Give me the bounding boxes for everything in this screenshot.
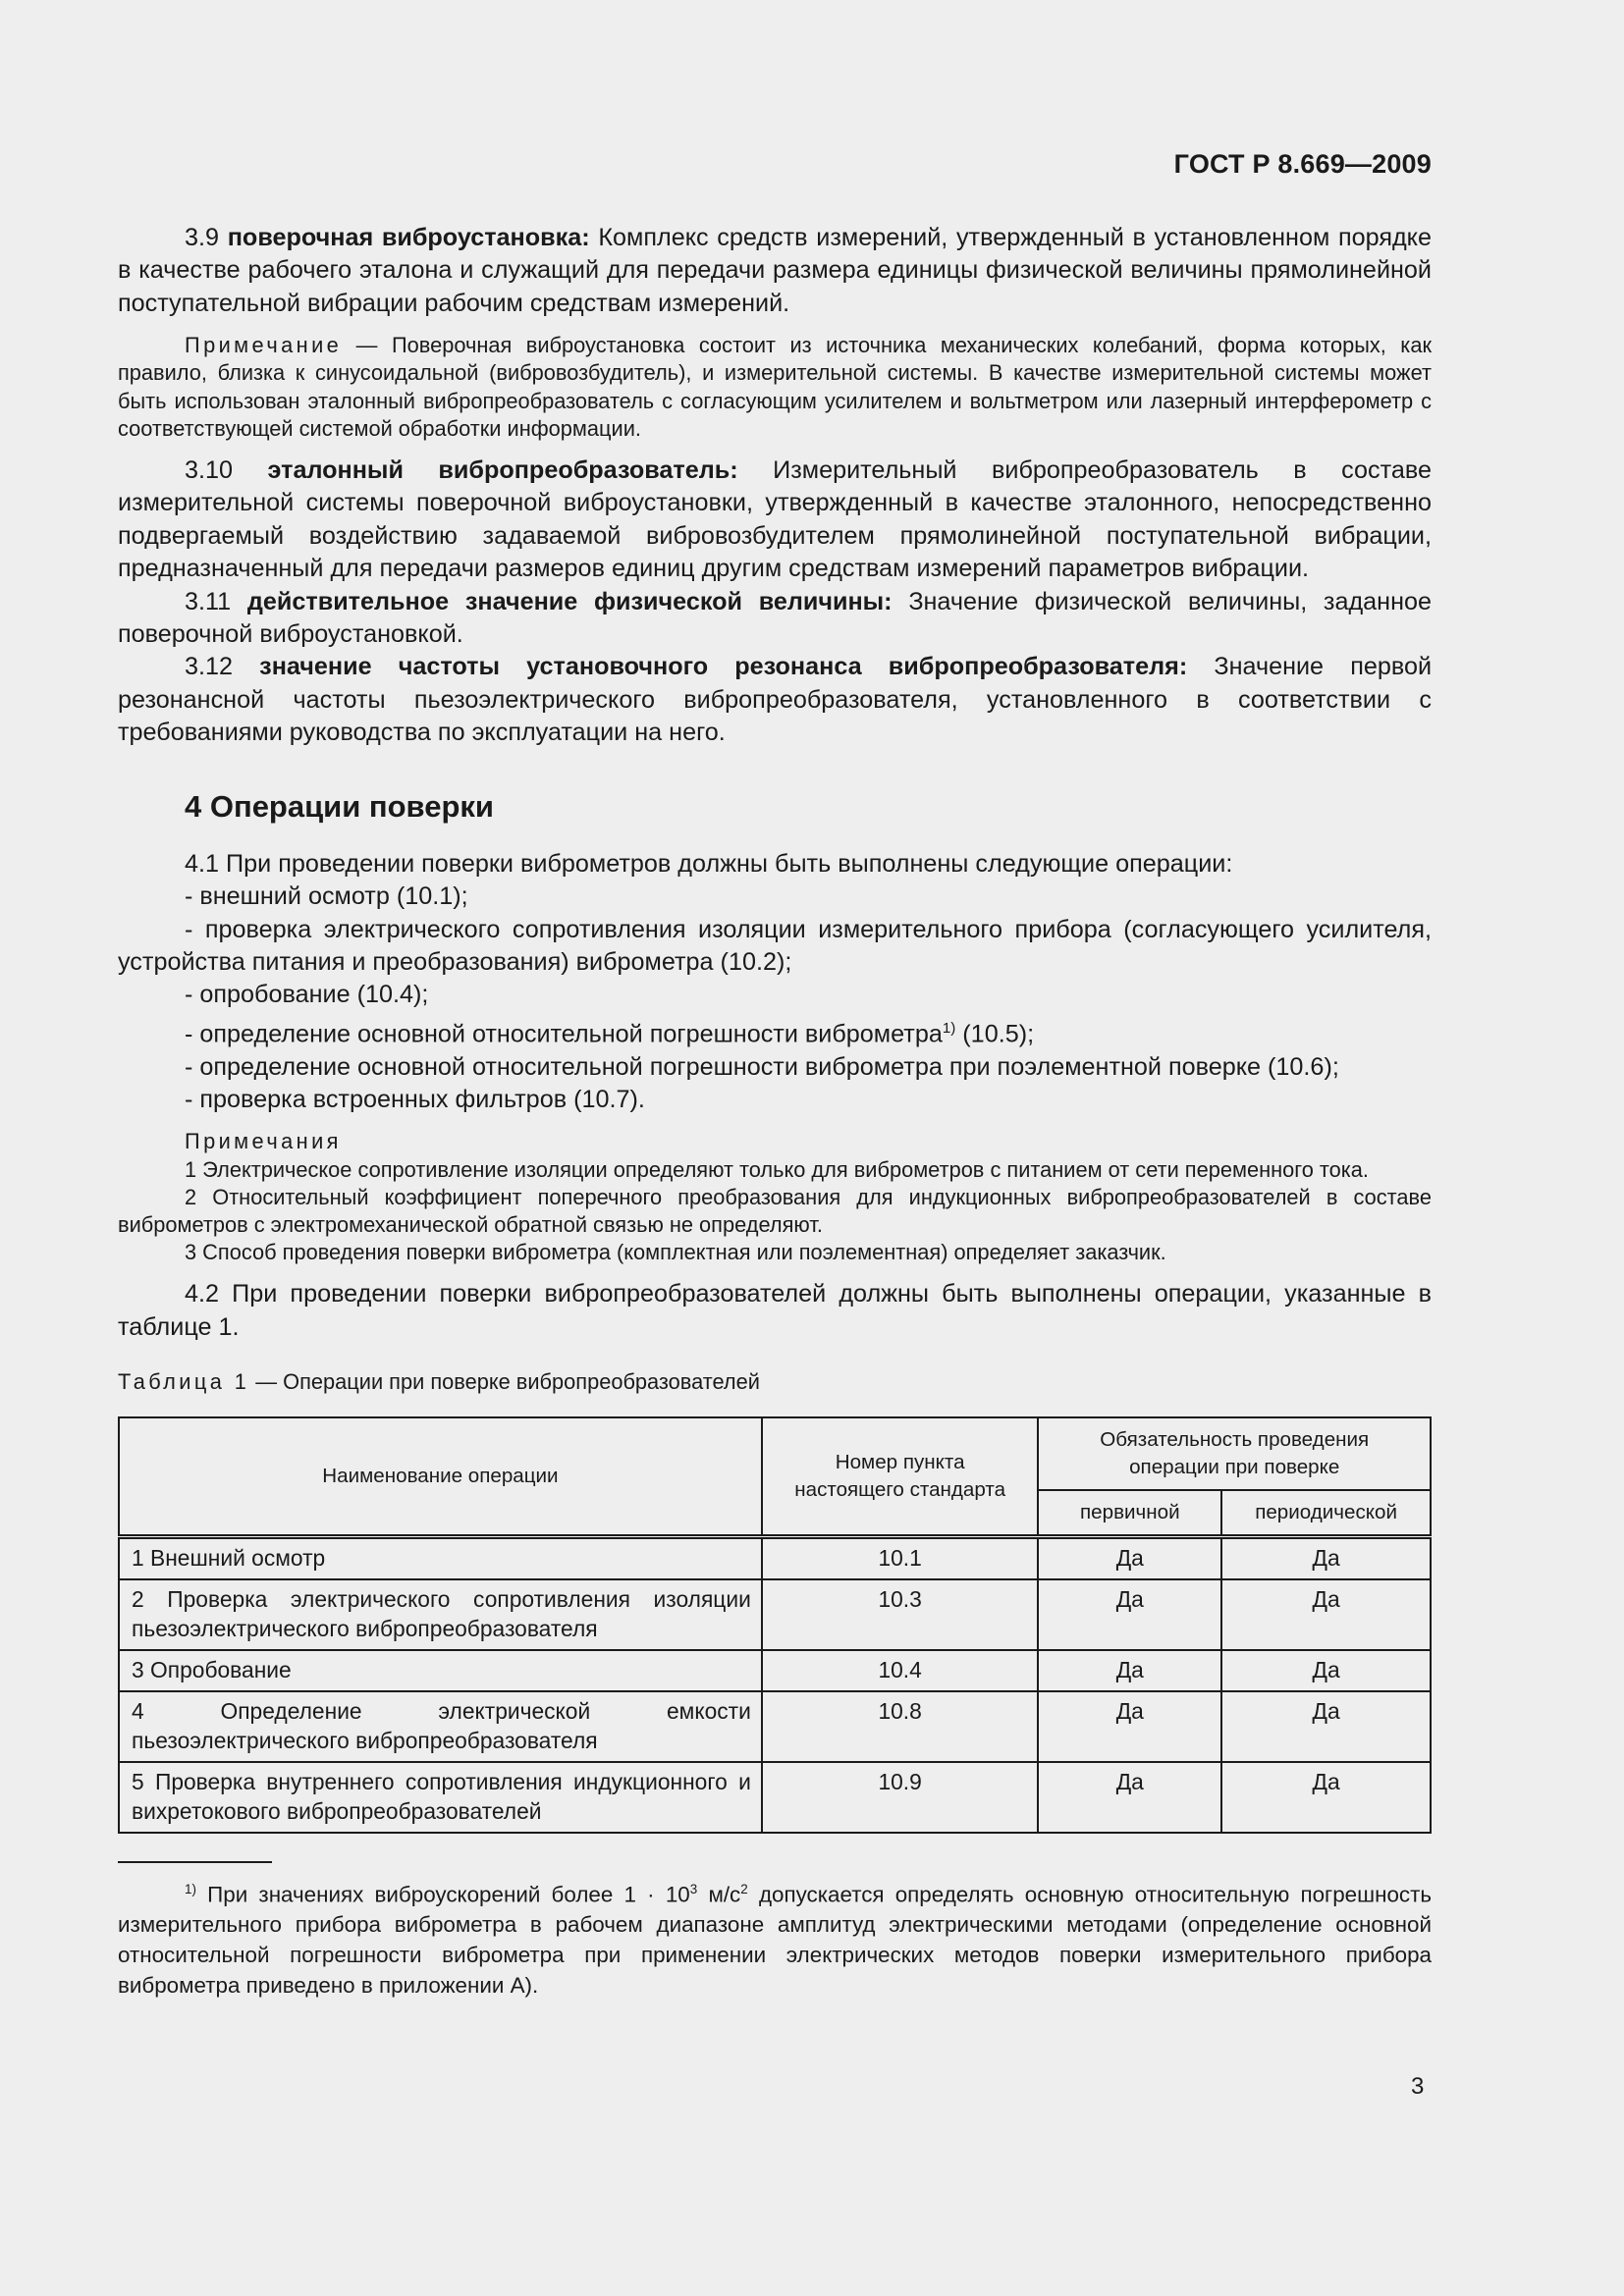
operations-table (118, 1416, 1432, 1834)
note-label: Примечание (185, 333, 343, 358)
note-item: 2 Относительный коэффициент поперечного преобразования для индукционных вибропреобразователей в составе виброметров с электромеханической обратной связью не определяют. (118, 1184, 1432, 1237)
document-id-header: ГОСТ Р 8.669—2009 (1173, 149, 1432, 179)
table-row: 3 Опробование 10.4 Да Да (119, 1650, 1431, 1691)
note-item: 1 Электрическое сопротивление изоляции определяют только для виброметров с питанием от сети переменного тока. (185, 1156, 1369, 1182)
table-row: 4 Определение электрической емкости пьезоэлектрического вибропреобразователя 10.8 Да Да (119, 1691, 1431, 1762)
col-header-num: Номер пункта настоящего стандарта (762, 1417, 1039, 1537)
table-row: 1 Внешний осмотр 10.1 Да Да (119, 1537, 1431, 1580)
term-3-9: 3.9 поверочная виброустановка: Комплекс средств измерений, утвержденный в установленном порядке в качестве рабочего эталона и служащий для передачи размера единицы физической величины прямолинейной поступательной вибрации рабочим средствам измерений. (118, 224, 1432, 317)
note-3-9: Примечание — Поверочная виброустановка состоит из источника механических колебаний, форма которых, как правило, близка к синусоидальной (вибровозбудитель), и измерительной системы. В качестве измерительной системы может быть использован эталонный вибропреобразователь с согласующим усилителем и вольтметром или лазерный интерферометр с соответствующей системой обработки информации. (118, 333, 1432, 441)
footnote-mark: 1) (185, 1882, 196, 1897)
table-caption: Таблица 1 — Операции при поверке вибропреобразователей (118, 1369, 760, 1395)
footnote: $^{1)}$ При значениях виброускорений более $1 \cdot 10^3$ $м/с^2$ допускается определять основную относительную погрешность измерительного прибора виброметра в рабочем диапазоне амплитуд электрическими методами (определение основной относительной погрешности виброметра при применении электрических методов поверки измерительного прибора виброметра приведено в приложении А). (118, 1882, 1433, 1999)
term-3-11-title: действительное значение физической величины: (246, 587, 893, 615)
footnote-ref: 1) (942, 1019, 956, 1037)
list-item: - определение основной относительной погрешности виброметра при поэлементной поверке (10.6); (185, 1052, 1339, 1081)
table-header-row (119, 1417, 1431, 1490)
list-item: - определение основной относительной погрешности виброметра$^{1)}$ (10.5); (185, 1019, 1035, 1048)
list-item: - проверка электрического сопротивления изоляции измерительного прибора (согласующего усилителя, устройства питания и преобразования) виброметра (10.2); (118, 915, 1432, 976)
term-3-9-title: поверочная виброустановка: (227, 224, 590, 251)
notes-label: Примечания (185, 1129, 342, 1154)
footnote-divider (118, 1861, 272, 1863)
page-body (118, 222, 1432, 2002)
col-header-periodic: периодической (1221, 1490, 1431, 1537)
term-3-12: 3.12 значение частоты установочного резонанса вибропреобразователя: Значение первой резонансной частоты пьезоэлектрического вибропреобразователя, установленного в соответствии с требованиями руководства по эксплуатации на него. (118, 653, 1433, 747)
term-3-11: 3.11 действительное значение физической величины: Значение физической величины, заданное поверочной виброустановкой. (118, 587, 1433, 649)
term-3-12-title: значение частоты установочного резонанса вибропреобразователя: (259, 653, 1188, 681)
table-row: 5 Проверка внутреннего сопротивления индукционного и вихретокового вибропреобразователей 10.9 Да Да (119, 1762, 1431, 1833)
col-header-name: Наименование операции (119, 1417, 762, 1537)
term-3-10: 3.10 эталонный вибропреобразователь: Измерительный вибропреобразователь в составе измерительной системы поверочной виброустановки, утвержденный в качестве эталонного, непосредственно подвергаемый воздействию задаваемой вибровозбудителем прямолинейной поступательной вибрации, предназначенный для передачи размеров единиц другим средствам измерений параметров вибрации. (118, 456, 1432, 583)
list-item: - опробование (10.4); (185, 981, 429, 1009)
section-4-heading: 4 Операции поверки (185, 788, 494, 824)
page-number: 3 (1411, 2073, 1425, 2100)
term-3-10-title: эталонный вибропреобразователь: (267, 456, 738, 485)
para-4-2: 4.2 При проведении поверки вибропреобразователей должны быть выполнены операции, указанные в таблице 1. (118, 1280, 1432, 1341)
note-item: 3 Способ проведения поверки виброметра (комплектная или поэлементная) определяет заказчик. (185, 1240, 1166, 1265)
list-item: - внешний осмотр (10.1); (185, 882, 468, 911)
para-4-1: 4.1 При проведении поверки виброметров должны быть выполнены следующие операции: (185, 849, 1233, 878)
col-header-first: первичной (1038, 1490, 1221, 1537)
col-header-obligation: Обязательность проведения операции при поверке (1038, 1417, 1431, 1490)
table-row: 2 Проверка электрического сопротивления изоляции пьезоэлектрического вибропреобразователя 10.3 Да Да (119, 1579, 1431, 1650)
list-item: - проверка встроенных фильтров (10.7). (185, 1085, 645, 1113)
